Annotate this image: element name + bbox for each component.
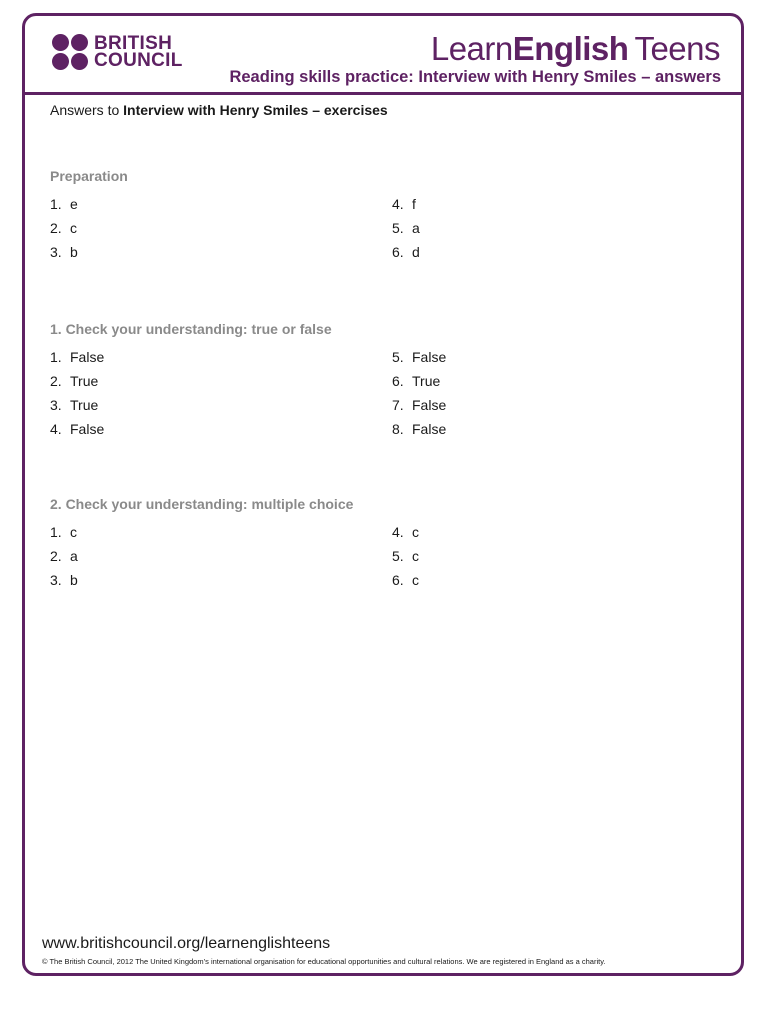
footer-website-link[interactable]: www.britishcouncil.org/learnenglishteens (42, 935, 331, 952)
answers-left-column (50, 349, 104, 445)
answer-item: 4. c (392, 524, 419, 540)
answer-item: 6. True (392, 373, 441, 389)
section-heading: Preparation (50, 168, 128, 184)
answer-item: 4. False (50, 421, 105, 437)
brand-line-2: COUNCIL (94, 50, 183, 71)
intro-exercise-name: Interview with Henry Smiles – exercises (123, 102, 388, 118)
answer-item: 3. True (50, 397, 99, 413)
answer-item: 1. c (50, 524, 77, 540)
logo-teens: Teens (634, 30, 720, 67)
answer-item: 8. False (392, 421, 447, 437)
page-title: Reading skills practice: Interview with Henry Smiles – answers (229, 68, 721, 86)
answer-item: 5. a (392, 220, 420, 236)
answer-item: 2. a (50, 548, 78, 564)
header-divider (22, 92, 744, 95)
british-council-logo (52, 34, 183, 70)
answer-item: 3. b (50, 244, 78, 260)
answers-left-column (50, 524, 78, 596)
answer-item: 5. c (392, 548, 419, 564)
answer-item: 2. True (50, 373, 99, 389)
answers-right-column (392, 349, 446, 445)
answer-item: 5. False (392, 349, 447, 365)
footer-copyright: © The British Council, 2012 The United Kingdom’s international organisation for educational opportunities and cultural relations. We are registered in England as a charity. (42, 957, 606, 966)
logo-learn: Learn (430, 30, 513, 67)
answer-item: 6. c (392, 572, 419, 588)
british-council-dots-icon (52, 34, 88, 70)
answer-item: 2. c (50, 220, 77, 236)
answers-right-column (392, 524, 419, 596)
brand-line-1: BRITISH (94, 33, 173, 54)
answer-item: 4. f (392, 196, 416, 212)
section-heading: 1. Check your understanding: true or false (50, 321, 332, 337)
answers-left-column (50, 196, 78, 268)
answer-item: 1. e (50, 196, 78, 212)
answer-item: 3. b (50, 572, 78, 588)
answer-item: 6. d (392, 244, 420, 260)
logo-english: English (512, 30, 629, 67)
learnenglish-teens-logo (431, 30, 720, 68)
answer-item: 1. False (50, 349, 105, 365)
british-council-wordmark (94, 35, 183, 69)
answers-right-column (392, 196, 420, 268)
section-heading: 2. Check your understanding: multiple choice (50, 496, 354, 512)
page-frame (22, 13, 744, 976)
section-true-or-false (50, 321, 730, 437)
intro-line (50, 102, 388, 118)
intro-prefix: Answers to (50, 102, 124, 118)
answer-item: 7. False (392, 397, 447, 413)
section-multiple-choice (50, 496, 730, 588)
section-preparation (50, 168, 730, 260)
